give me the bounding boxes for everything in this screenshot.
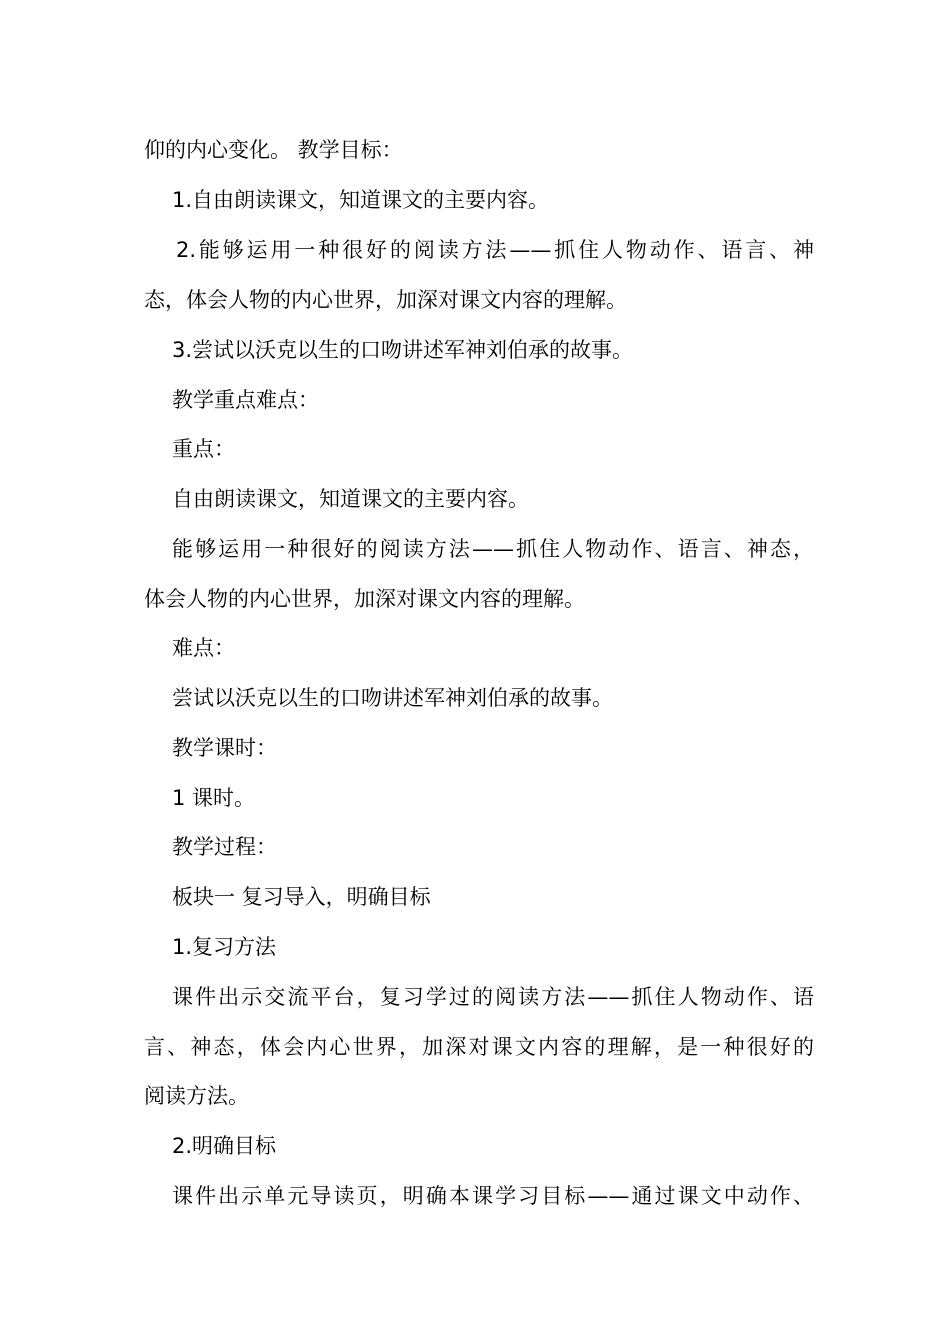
- text-line: 仰的内心变化。 教学目标：: [144, 138, 403, 162]
- section-heading: 板块一 复习导入，明确目标: [172, 885, 431, 909]
- text-line: 言、神态，体会内心世界，加深对课文内容的理解，是一种很好的: [144, 1035, 814, 1059]
- text-line: 体会人物的内心世界，加深对课文内容的理解。: [144, 587, 585, 611]
- text-line: 阅读方法。: [144, 1084, 249, 1108]
- section-heading: 教学课时：: [172, 736, 277, 760]
- objective-item: 2.能够运用一种很好的阅读方法——抓住人物动作、语言、神: [176, 238, 814, 262]
- section-heading: 教学过程：: [172, 835, 277, 859]
- text-line: 1 课时。: [172, 786, 256, 810]
- section-heading: 重点：: [172, 437, 235, 461]
- text-line: 尝试以沃克以生的口吻讲述军神刘伯承的故事。: [172, 686, 613, 710]
- subsection-heading: 2.明确目标: [172, 1134, 277, 1158]
- section-heading: 教学重点难点：: [172, 388, 319, 412]
- objective-item: 1.自由朗读课文，知道课文的主要内容。: [172, 188, 550, 212]
- text-line: 自由朗读课文，知道课文的主要内容。: [172, 487, 529, 511]
- text-line: 能够运用一种很好的阅读方法——抓住人物动作、语言、神态，: [172, 537, 814, 561]
- section-heading: 难点：: [172, 636, 235, 660]
- text-line: 课件出示单元导读页，明确本课学习目标——通过课文中动作、: [172, 1184, 814, 1208]
- text-line: 课件出示交流平台，复习学过的阅读方法——抓住人物动作、语: [172, 985, 814, 1009]
- objective-item: 3.尝试以沃克以生的口吻讲述军神刘伯承的故事。: [172, 338, 634, 362]
- subsection-heading: 1.复习方法: [172, 935, 277, 959]
- text-line: 态，体会人物的内心世界，加深对课文内容的理解。: [144, 288, 627, 312]
